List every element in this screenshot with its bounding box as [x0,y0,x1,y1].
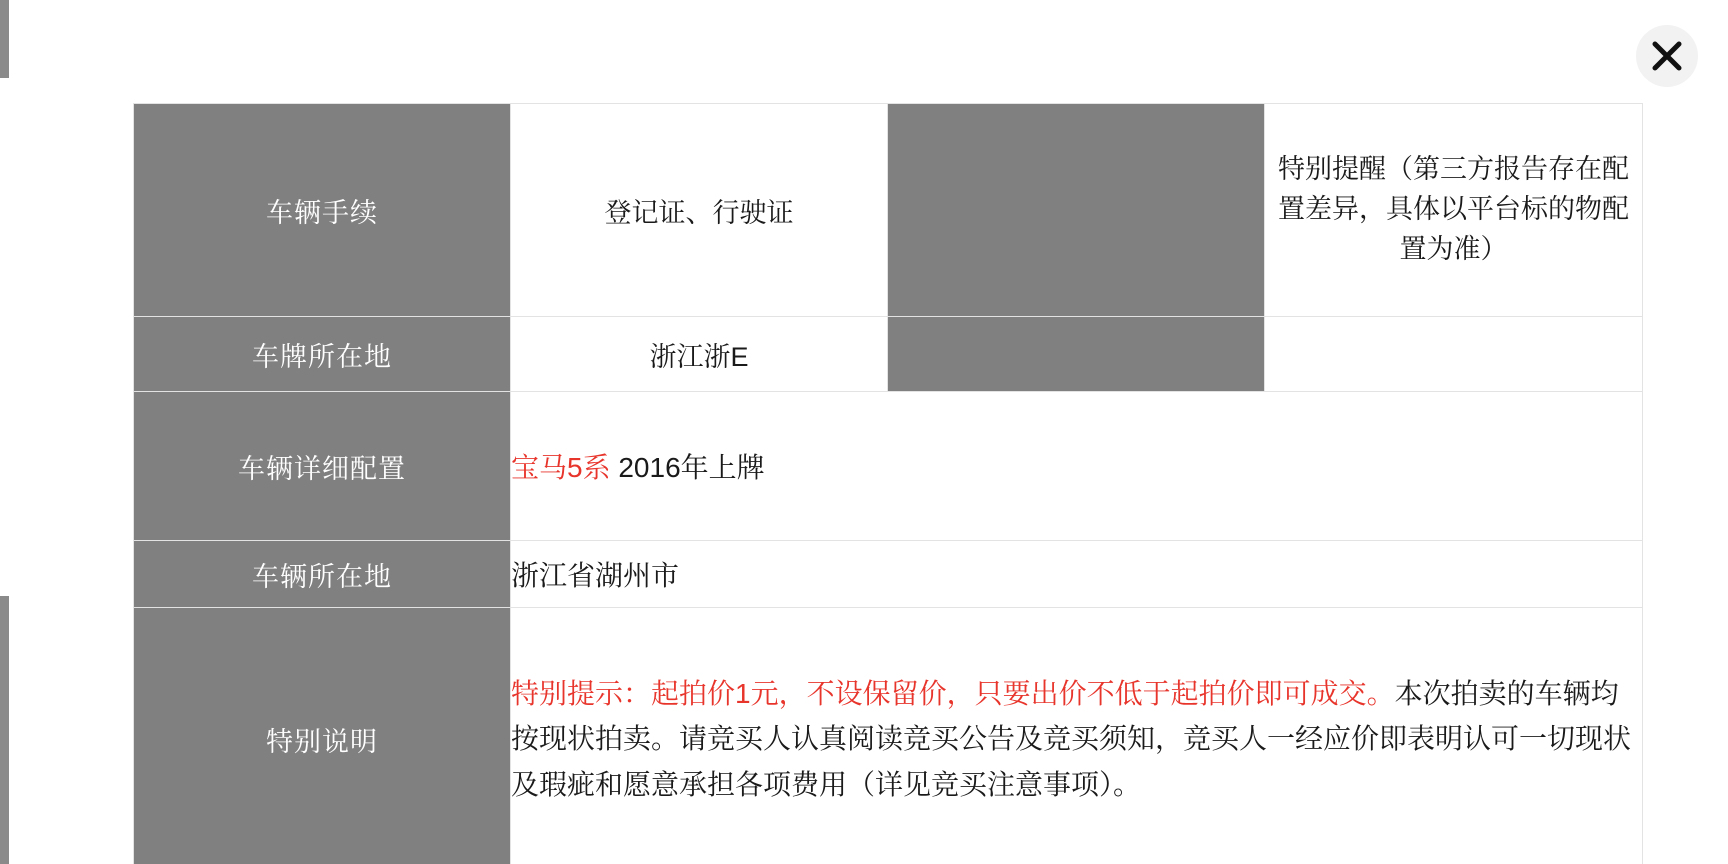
row-note-special-reminder: 特别提醒（第三方报告存在配置差异，具体以平台标的物配置为准） [1265,104,1643,317]
row-label-plate-location: 车牌所在地 [134,317,511,392]
table-row [134,104,1643,317]
table-row [134,608,1643,864]
row-value-plate-location: 浙江浙E [511,317,888,392]
row-label-vehicle-location: 车辆所在地 [134,541,511,608]
row-value-vehicle-documents: 登记证、行驶证 [511,104,888,317]
row-label-special-statement: 特别说明 [134,608,511,864]
left-edge-strip-bottom [0,596,9,864]
special-statement-body: 本次拍卖的车辆均按现状拍卖。请竞买人认真阅读竞买公告及竞买须知，竞买人一经应价即表明认可一切现状及瑕疵和愿意承担各项费用（详见竞买注意事项）。 [511,677,1632,800]
row-value-vehicle-config [511,392,1643,541]
table-row [134,317,1643,392]
vehicle-model-highlight: 宝马5系 [511,452,611,483]
row-empty-cell [1265,317,1643,392]
table-row [134,392,1643,541]
vehicle-detail-table [133,103,1643,864]
row-label-vehicle-config: 车辆详细配置 [134,392,511,541]
special-statement-highlight: 特别提示：起拍价1元，不设保留价，只要出价不低于起拍价即可成交。 [511,677,1395,709]
row-label-vehicle-documents: 车辆手续 [134,104,511,317]
vehicle-registration-year: 2016年上牌 [610,452,765,483]
row-spacer-cell [888,317,1265,392]
row-value-vehicle-location: 浙江省湖州市 [511,541,1643,608]
left-edge-strip-top [0,0,9,78]
close-button[interactable] [1636,25,1698,87]
row-value-special-statement [511,608,1643,864]
close-icon [1647,36,1687,76]
row-spacer-cell [888,104,1265,317]
table-row [134,541,1643,608]
